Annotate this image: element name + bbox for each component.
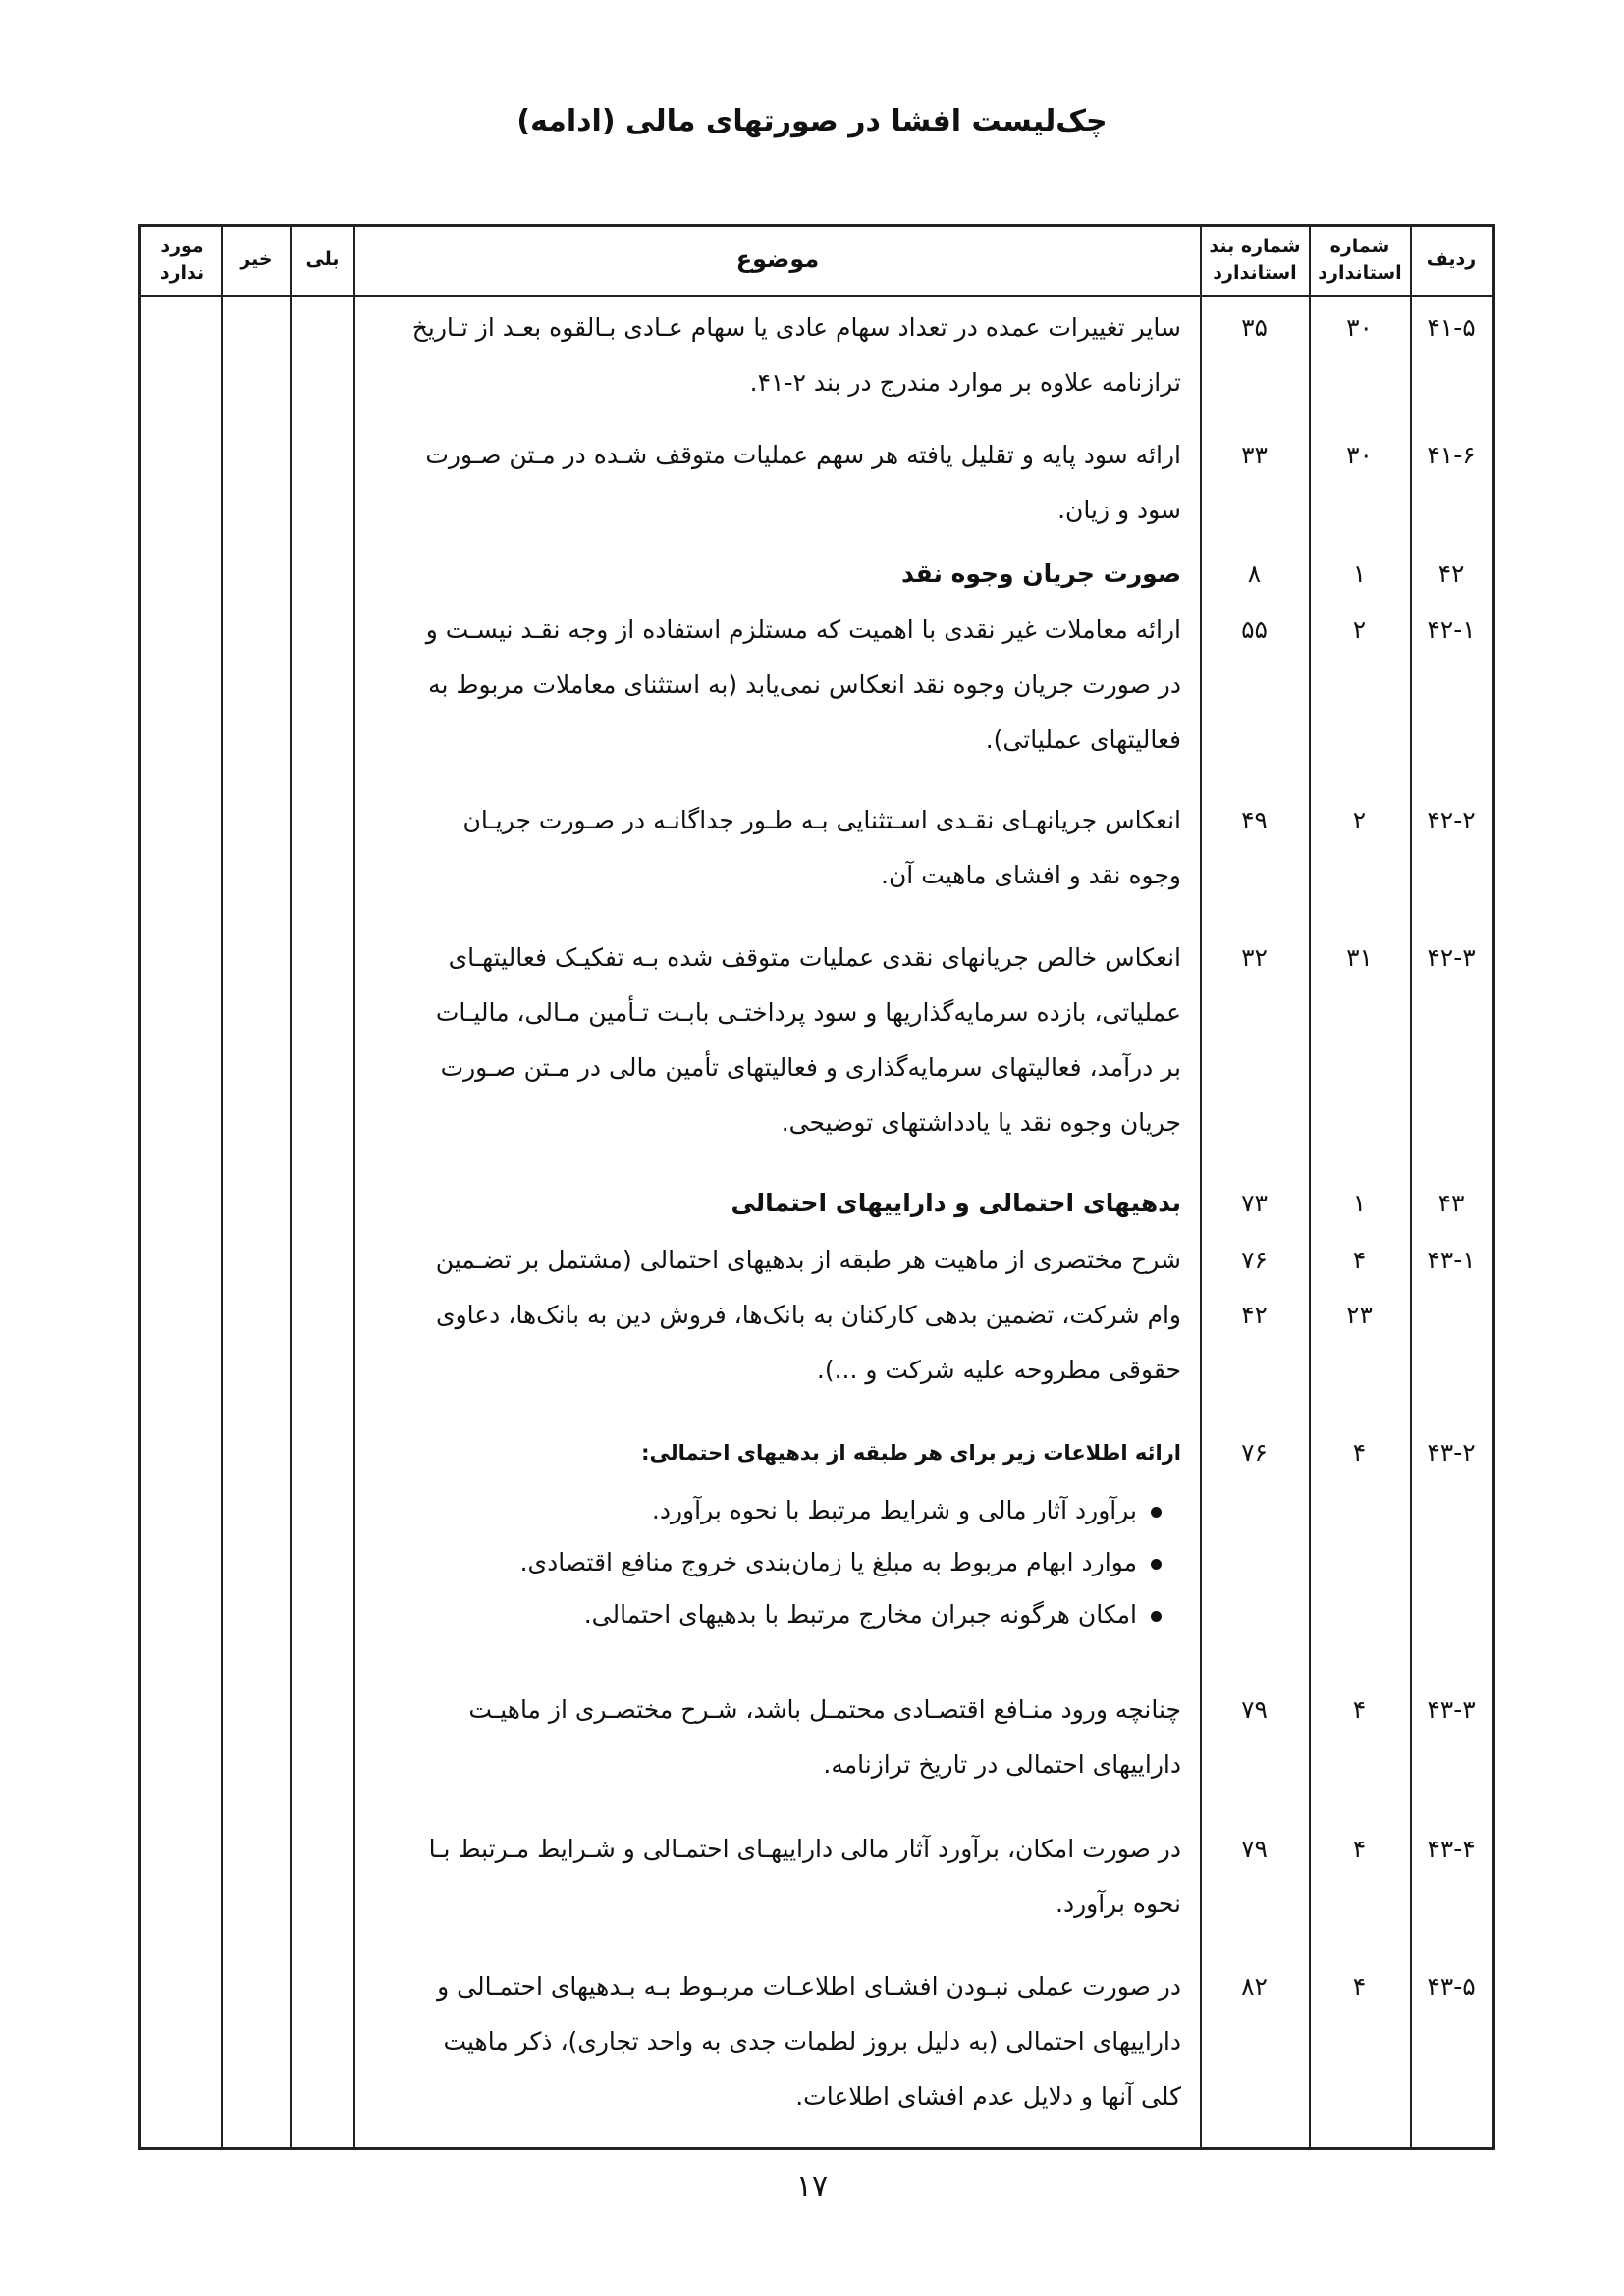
row-code: ۴۳-۴ xyxy=(1427,1835,1476,1863)
topic-line: چنانچه ورود منـافع اقتصـادی محتمـل باشد، شـرح مختصـری از ماهیـت xyxy=(468,1695,1181,1724)
section-heading: بدهیهای احتمالی و داراییهای احتمالی xyxy=(731,1189,1181,1217)
standard-number: ۴ xyxy=(1352,1835,1367,1863)
row-topic xyxy=(373,300,1181,410)
list-item xyxy=(373,1536,1181,1588)
paragraph-number: ۳۳ xyxy=(1241,441,1268,469)
row-topic xyxy=(373,428,1181,538)
column-divider xyxy=(221,224,223,2150)
paragraph-number: ۷۳ xyxy=(1241,1189,1268,1217)
standard-number: ۳۱ xyxy=(1346,943,1373,972)
page-title: چک‌لیست افشا در صورتهای مالی (ادامه) xyxy=(516,104,1108,138)
topic-line: ارائه سود پایه و تقلیل یافته هر سهم عملیات متوقف شـده در مـتن صـورت xyxy=(425,441,1181,469)
topic-line: شرح مختصری از ماهیت هر طبقه از بدهیهای احتمالی (مشتمل بر تضـمین xyxy=(435,1246,1181,1274)
row-code: ۴۲ xyxy=(1437,560,1465,588)
topic-line: فعالیتهای عملیاتی). xyxy=(985,725,1181,754)
paragraph-number: ۴۹ xyxy=(1241,806,1268,834)
row-code: ۴۳-۵ xyxy=(1427,1972,1476,2001)
topic-line: نحوه برآورد. xyxy=(1056,1890,1181,1918)
row-topic xyxy=(373,1959,1181,2124)
topic-line: در صورت امکان، برآورد آثار مالی داراییهـای احتمـالی و شـرایط مـرتبط بـا xyxy=(428,1835,1181,1863)
paragraph-number: ۸۲ xyxy=(1241,1972,1268,2001)
paragraph-number: ۳۵ xyxy=(1241,313,1268,342)
paragraph-number-value: ۷۶ xyxy=(1241,1246,1268,1274)
list-item-text: امکان هرگونه جبران مخارج مرتبط با بدهیهای احتمالی. xyxy=(583,1600,1137,1629)
header-no: خیر xyxy=(240,248,273,270)
standard-number: ۳۰ xyxy=(1346,441,1373,469)
paragraph-number: ۳۲ xyxy=(1241,943,1268,972)
topic-line: وام شرکت، تضمین بدهی کارکنان به بانک‌ها، فروش دین به بانک‌ها، دعاوی xyxy=(436,1301,1181,1329)
topic-line: انعکاس جریانهـای نقـدی اسـتثنایی بـه طـور جداگانـه در صـورت جریـان xyxy=(462,806,1181,834)
header-paragraph: شماره بند استاندارد xyxy=(1209,235,1301,284)
row-topic xyxy=(373,1425,1181,1640)
topic-line: حقوقی مطروحه علیه شرکت و ...). xyxy=(816,1356,1181,1384)
topic-line: ترازنامه علاوه بر موارد مندرج در بند ۲-۴۱. xyxy=(749,368,1181,397)
list-heading: ارائه اطلاعات زیر برای هر طبقه از بدهیهای احتمالی: xyxy=(641,1441,1181,1465)
bullet-list xyxy=(373,1484,1181,1640)
standard-number: ۳۰ xyxy=(1346,313,1373,342)
list-item-text: موارد ابهام مربوط به مبلغ یا زمان‌بندی خروج منافع اقتصادی. xyxy=(519,1548,1137,1576)
topic-line: انعکاس خالص جریانهای نقدی عملیات متوقف شده بـه تفکیـک فعالیتهـای xyxy=(448,943,1181,972)
column-divider xyxy=(290,224,292,2150)
topic-line: ارائه معاملات غیر نقدی با اهمیت که مستلزم استفاده از وجه نقـد نیسـت و xyxy=(425,615,1181,644)
topic-line: جریان وجوه نقد یا یادداشتهای توضیحی. xyxy=(781,1108,1181,1137)
paragraph-number xyxy=(1200,1233,1309,1343)
row-topic xyxy=(373,547,1181,602)
row-topic xyxy=(373,1822,1181,1932)
topic-line: داراییهای احتمالی در تاریخ ترازنامه. xyxy=(823,1750,1181,1779)
topic-line: عملیاتی، بازده سرمایه‌گذاریها و سود پرداختـی بابـت تـأمین مـالی، مالیـات xyxy=(435,998,1181,1027)
row-code: ۴۳-۲ xyxy=(1427,1438,1476,1467)
topic-line: در صورت جریان وجوه نقد انعکاس نمی‌یابد (به استثنای معاملات مربوط به xyxy=(428,670,1181,699)
paragraph-number: ۷۹ xyxy=(1241,1695,1268,1724)
list-item xyxy=(373,1588,1181,1640)
standard-number-value: ۴ xyxy=(1352,1246,1367,1274)
standard-number xyxy=(1309,1233,1410,1343)
bullet-dot-icon xyxy=(1151,1559,1162,1570)
column-divider xyxy=(353,224,355,2150)
topic-line: سود و زیان. xyxy=(1057,496,1181,524)
row-code: ۴۲-۱ xyxy=(1427,615,1476,644)
list-item-text: برآورد آثار مالی و شرایط مرتبط با نحوه برآورد. xyxy=(651,1496,1137,1524)
row-code: ۴۲-۳ xyxy=(1427,943,1476,972)
row-topic xyxy=(373,1176,1181,1231)
bullet-dot-icon xyxy=(1151,1611,1162,1622)
row-topic xyxy=(373,793,1181,903)
standard-number: ۴ xyxy=(1352,1438,1367,1467)
header-yes: بلی xyxy=(305,248,340,270)
row-topic xyxy=(373,931,1181,1150)
paragraph-number: ۷۶ xyxy=(1241,1438,1268,1467)
row-code: ۴۳-۳ xyxy=(1427,1695,1476,1724)
topic-line: داراییهای احتمالی (به دلیل بروز لطمات جدی به واحد تجاری)، ذکر ماهیت xyxy=(443,2027,1181,2056)
row-topic xyxy=(373,1682,1181,1792)
paragraph-number: ۵۵ xyxy=(1241,615,1268,644)
topic-line: در صورت عملی نبـودن افشـای اطلاعـات مربـوط بـه بـدهیهای احتمـالی و xyxy=(437,1972,1181,2001)
row-code: ۴۲-۲ xyxy=(1427,806,1476,834)
header-topic: موضوع xyxy=(735,245,820,273)
standard-number: ۲ xyxy=(1352,615,1367,644)
paragraph-number: ۸ xyxy=(1247,560,1262,588)
standard-number: ۲ xyxy=(1352,806,1367,834)
standard-number: ۴ xyxy=(1352,1695,1367,1724)
standard-number: ۱ xyxy=(1352,1189,1367,1217)
header-not-applicable: مورد ندارد xyxy=(159,235,205,284)
section-heading: صورت جریان وجوه نقد xyxy=(901,560,1181,588)
paragraph-number: ۷۹ xyxy=(1241,1835,1268,1863)
row-code: ۴۳ xyxy=(1437,1189,1465,1217)
topic-line: کلی آنها و دلایل عدم افشای اطلاعات. xyxy=(795,2082,1181,2110)
standard-number-value: ۲۳ xyxy=(1346,1301,1373,1329)
row-code: ۴۱-۵ xyxy=(1427,313,1476,342)
row-topic xyxy=(373,603,1181,768)
topic-line: سایر تغییرات عمده در تعداد سهام عادی یا سهام عـادی بـالقوه بعـد از تـاریخ xyxy=(411,313,1181,342)
page-number: ۱۷ xyxy=(795,2169,829,2204)
standard-number: ۱ xyxy=(1352,560,1367,588)
header-code: ردیف xyxy=(1426,248,1477,270)
bullet-dot-icon xyxy=(1151,1507,1162,1518)
row-code: ۴۳-۱ xyxy=(1427,1246,1476,1274)
row-code: ۴۱-۶ xyxy=(1427,441,1476,469)
topic-line: وجوه نقد و افشای ماهیت آن. xyxy=(881,861,1181,889)
row-topic xyxy=(373,1233,1181,1398)
header-standard: شماره استاندارد xyxy=(1318,235,1402,284)
standard-number: ۴ xyxy=(1352,1972,1367,2001)
paragraph-number-value: ۴۲ xyxy=(1241,1301,1268,1329)
header-divider xyxy=(138,295,1495,297)
list-item xyxy=(373,1484,1181,1536)
topic-line: بر درآمد، فعالیتهای سرمایه‌گذاری و فعالیتهای تأمین مالی در مـتن صـورت xyxy=(440,1053,1181,1082)
